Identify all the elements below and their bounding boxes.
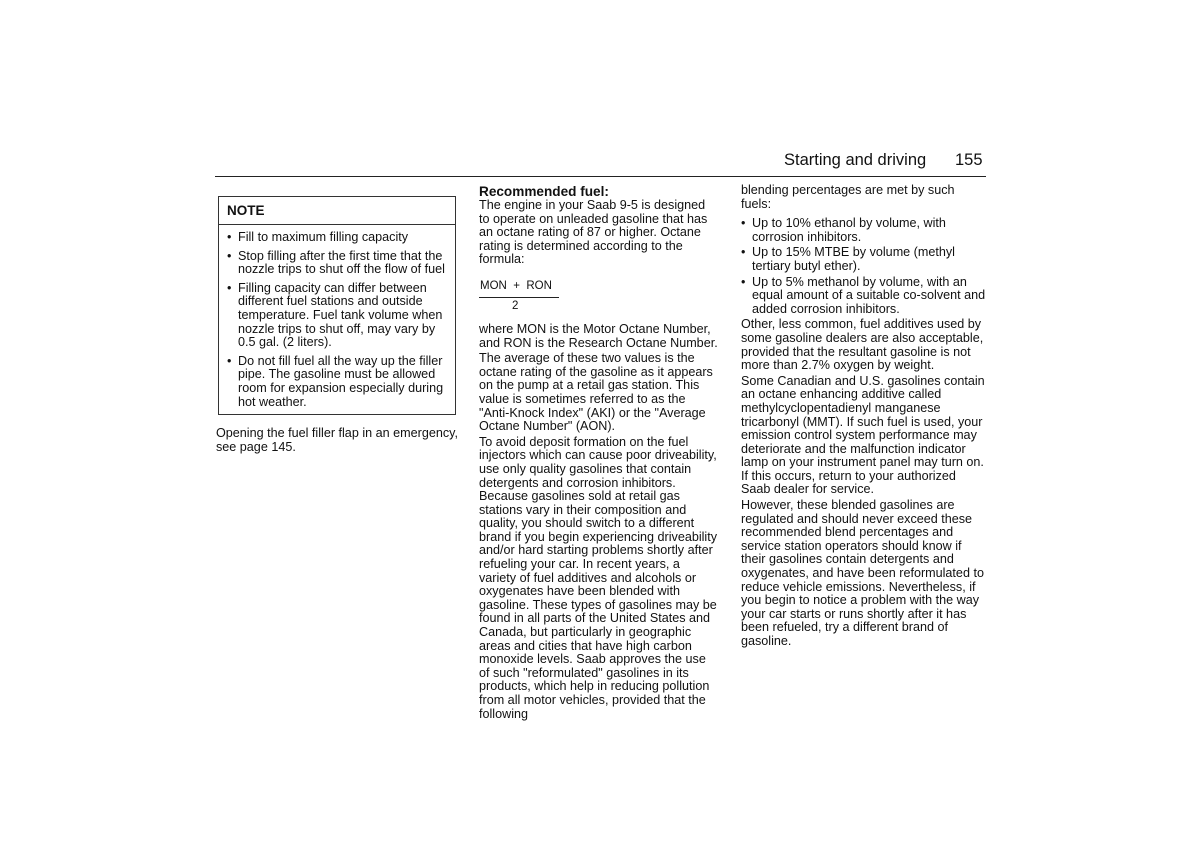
paragraph: To avoid deposit formation on the fuel injectors which can cause poor driveability, use only quality gasolines that contain detergents and corrosion inhibitors. Because gasolines sold at retail gas stations vary in their composition and quality, you should switch to a different brand if you begin experiencing driveability and/or hard starting problems shortly after refueling your car. In recent years, a variety of fuel additives and alcohols or oxygenates have been blended with gasoline. These types of gasolines may be found in all parts of the United States and Canada, but particularly in geographic areas and cities that have high carbon monoxide levels. Saab approves the use of such "reformulated" gasolines in its products, which help in reducing pollution from all motor vehicles, provided that the following xyxy=(479,434,718,721)
blend-item: • Up to 15% MTBE by volume (methyl tertiary butyl ether). xyxy=(741,246,986,273)
formula-denominator: 2 xyxy=(512,299,519,312)
page-number: 155 xyxy=(955,151,983,169)
paragraph: The engine in your Saab 9-5 is designed to operate on unleaded gasoline that has an octane rating of 87 or higher. Octane rating is determined according to the formula: xyxy=(479,198,708,267)
note-item: • Stop filling after the first time that the nozzle trips to shut off the flow of fuel xyxy=(227,250,447,277)
paragraph: Other, less common, fuel additives used by some gasoline dealers are also acceptable, provided that the resultant gasoline is not more than 2.7% oxygen by weight. xyxy=(741,317,984,373)
note-title: NOTE xyxy=(219,197,455,225)
blend-item: • Up to 5% methanol by volume, with an equal amount of a suitable co-solvent and added corrosion inhibitors. xyxy=(741,276,986,317)
section-title: Starting and driving xyxy=(784,151,927,169)
blend-item: • Up to 10% ethanol by volume, with corrosion inhibitors. xyxy=(741,217,986,244)
fraction-bar xyxy=(479,297,559,298)
paragraph: However, these blended gasolines are regulated and should never exceed these recommended blend percentages and service station operators should know if their gasolines contain detergents and oxygenates, and have been reformulated to reduce vehicle emissions. Nevertheless, if you begin to notice a problem with the way your car starts or runs shortly after it has been refueled, try a different brand of gasoline. xyxy=(741,498,984,648)
section-heading: Recommended fuel: xyxy=(479,184,609,199)
note-item: • Do not fill fuel all the way up the filler pipe. The gasoline must be allowed room for expansion especially during hot weather. xyxy=(227,355,447,409)
formula-numerator: MON + RON xyxy=(480,279,552,292)
paragraph: Some Canadian and U.S. gasolines contain an octane enhancing additive called methylcyclopentadienyl manganese tricarbonyl (MMT). If such fuel is used, your emission control system performance may deteriorate and the malfunction indicator lamp on your instrument panel may turn on. If this occurs, return to your authorized Saab dealer for service. xyxy=(741,373,985,497)
note-box xyxy=(218,196,456,415)
octane-formula xyxy=(479,275,719,319)
header-divider xyxy=(215,176,986,177)
paragraph: The average of these two values is the octane rating of the gasoline as it appears on the pump at a retail gas station. This value is sometimes referred to as the "Anti-Knock Index" (AKI) or the "Average Octane Number" (AON). xyxy=(479,351,713,434)
note-item: • Filling capacity can differ between different fuel stations and outside temperature. Fuel tank volume when nozzle trips to shut off, may vary by 0.5 gal. (2 liters). xyxy=(227,282,447,350)
column-recommended-fuel xyxy=(479,184,719,723)
column-blending xyxy=(741,184,986,651)
emergency-flap-reference: Opening the fuel filler flap in an emergency, see page 145. xyxy=(216,426,458,454)
note-list xyxy=(219,225,455,409)
paragraph: where MON is the Motor Octane Number, and RON is the Research Octane Number. xyxy=(479,321,718,350)
paragraph: blending percentages are met by such fuels: xyxy=(741,183,955,211)
note-item: • Fill to maximum filling capacity xyxy=(227,231,447,245)
blend-list xyxy=(741,217,986,316)
